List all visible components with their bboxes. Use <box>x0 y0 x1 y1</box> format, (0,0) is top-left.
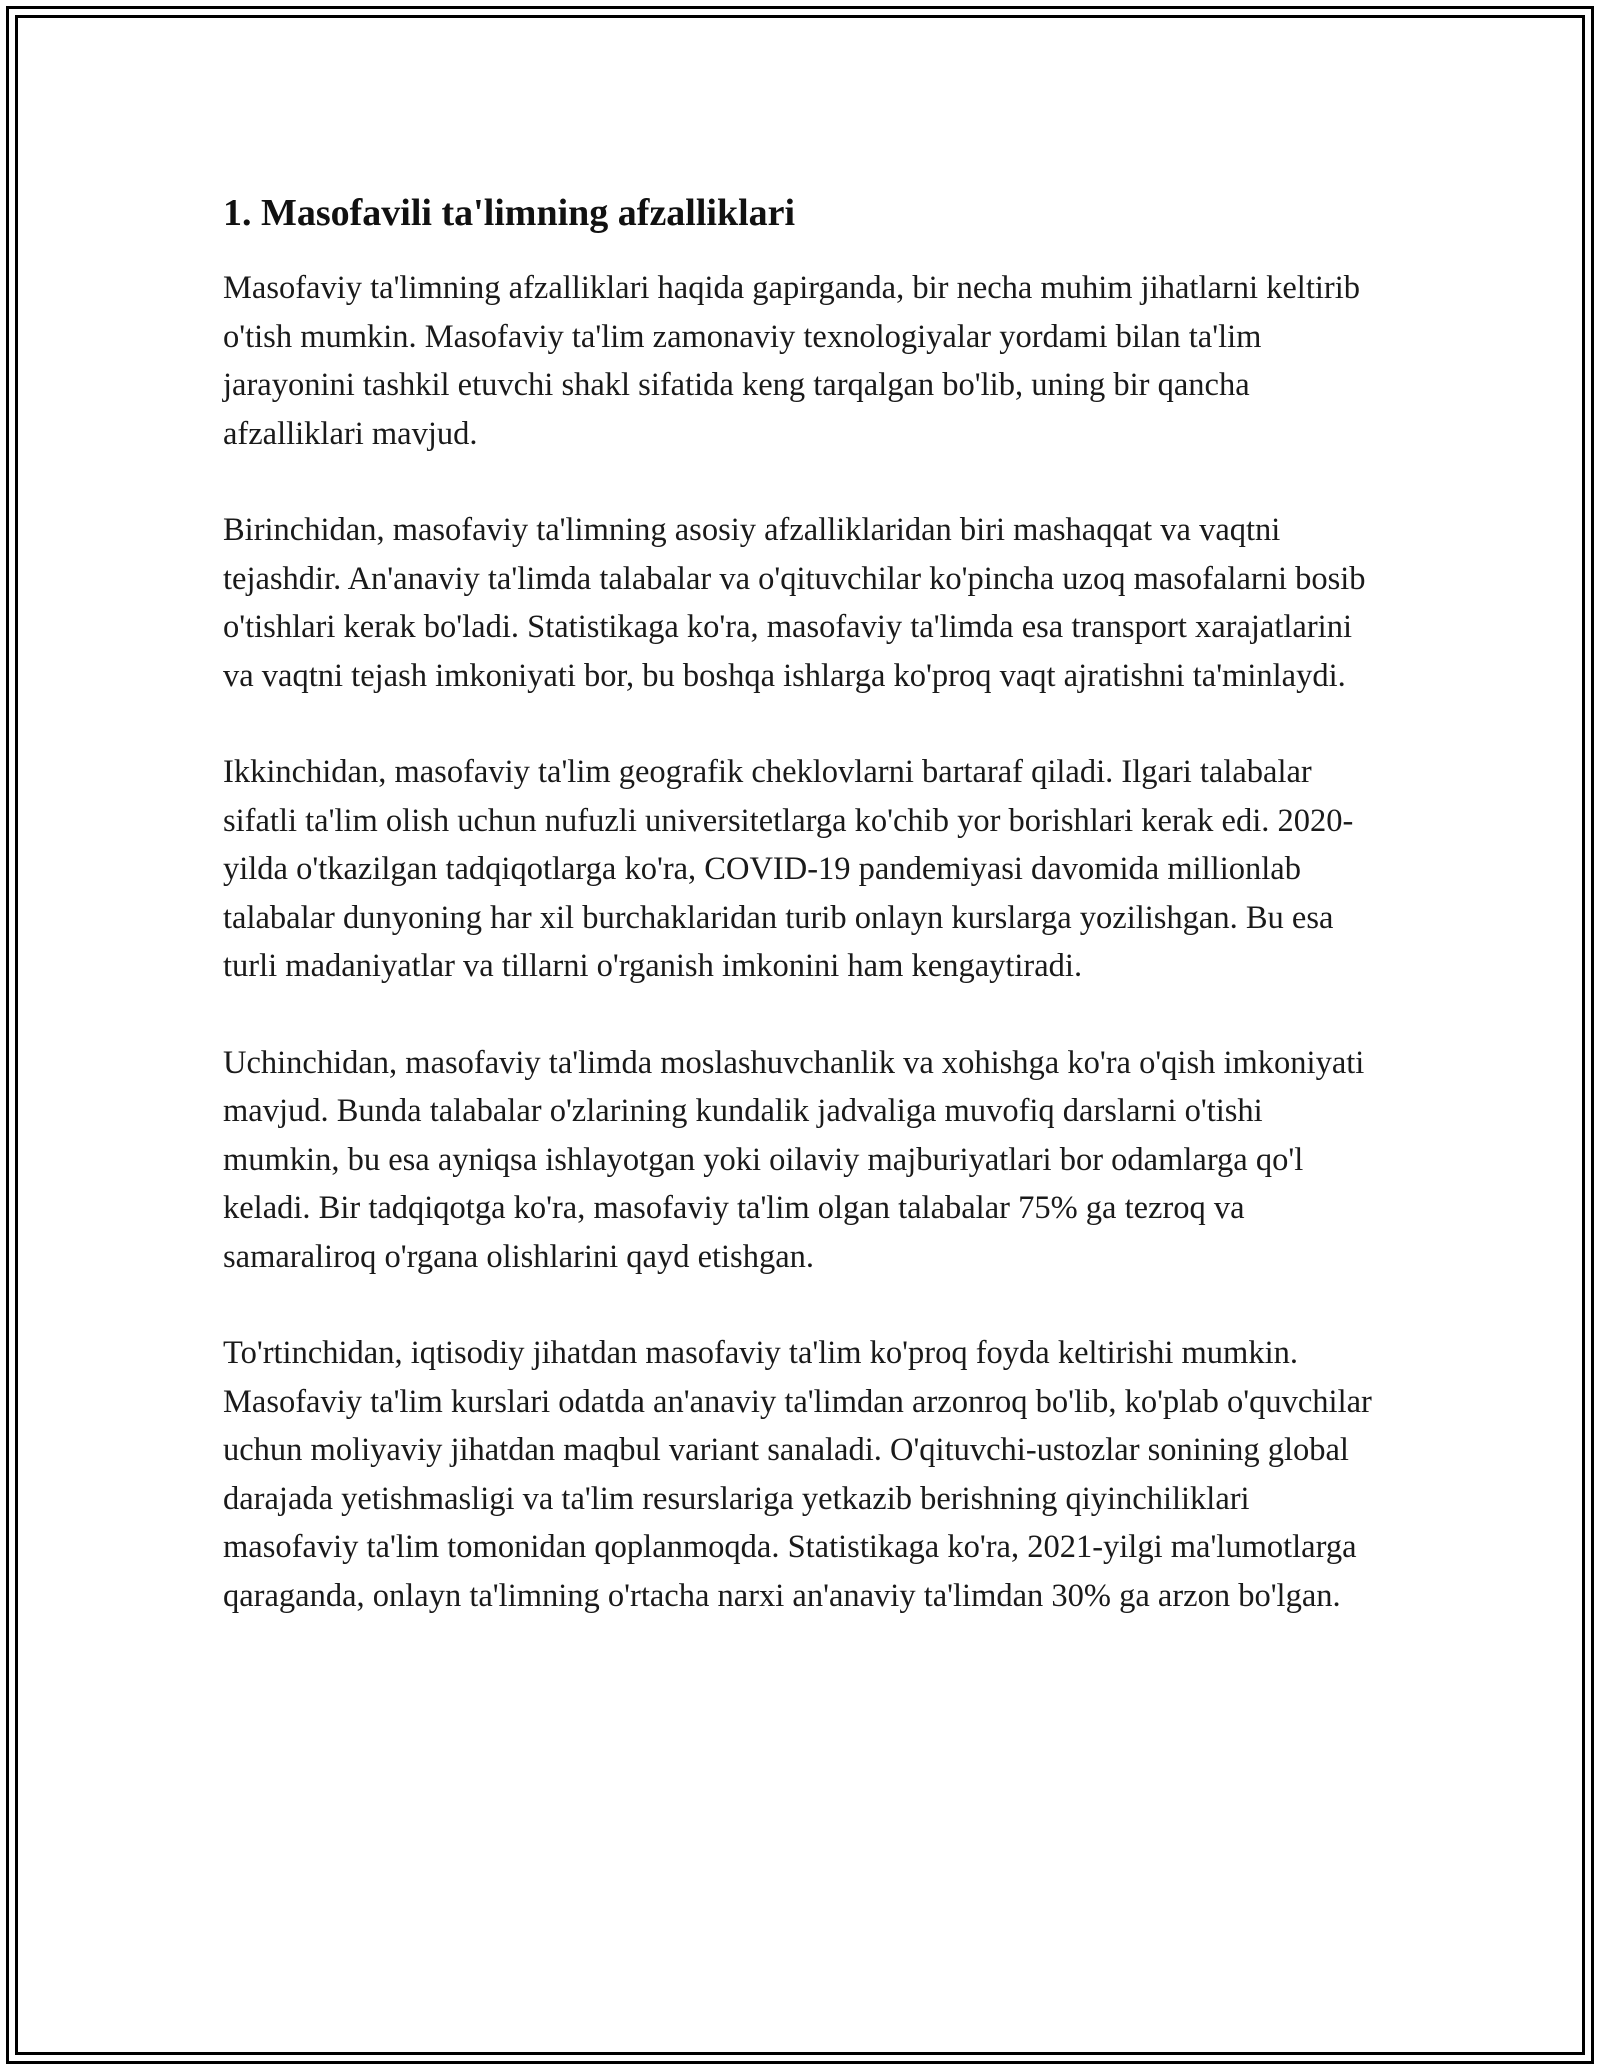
paragraph-fourth-advantage: To'rtinchidan, iqtisodiy jihatdan masofaviy ta'lim ko'proq foyda keltirishi mumkin. Masofaviy ta'lim kurslari odatda an'anaviy ta'limdan arzonroq bo'lib, ko'plab o'quvchilar uchun moliyaviy jihatdan maqbul variant sanaladi. O'qituvchi-ustozlar sonining global darajada yetishmasligi va ta'lim resurslariga yetkazib berishning qiyinchiliklari masofaviy ta'lim tomonidan qoplanmoqda. Statistikaga ko'ra, 2021-yilgi ma'lumotlarga qaraganda, onlayn ta'limning o'rtacha narxi an'anaviy ta'limdan 30% ga arzon bo'lgan. <box>223 1335 1372 1614</box>
document-body <box>223 188 1383 1668</box>
paragraph-first-advantage: Birinchidan, masofaviy ta'limning asosiy afzalliklaridan biri mashaqqat va vaqtni tejashdir. An'anaviy ta'limda talabalar va o'qituvchilar ko'pincha uzoq masofalarni bosib o'tishlari kerak bo'ladi. Statistikaga ko'ra, masofaviy ta'limda esa transport xarajatlarini va vaqtni tejash imkoniyati bor, bu boshqa ishlarga ko'proq vaqt ajratishni ta'minlaydi. <box>223 512 1366 694</box>
paragraph-second-advantage: Ikkinchidan, masofaviy ta'lim geografik cheklovlarni bartaraf qiladi. Ilgari talabalar sifatli ta'lim olish uchun nufuzli universitetlarga ko'chib yor borishlari kerak edi. 2020-yilda o'tkazilgan tadqiqotlarga ko'ra, COVID-19 pandemiyasi davomida millionlab talabalar dunyoning har xil burchaklaridan turib onlayn kurslarga yozilishgan. Bu esa turli madaniyatlar va tillarni o'rganish imkonini ham kengaytiradi. <box>223 754 1354 984</box>
section-heading: 1. Masofavili ta'limning afzalliklari <box>223 192 796 234</box>
paragraph-intro: Masofaviy ta'limning afzalliklari haqida gapirganda, bir necha muhim jihatlarni keltirib o'tish mumkin. Masofaviy ta'lim zamonaviy texnologiyalar yordami bilan ta'lim jarayonini tashkil etuvchi shakl sifatida keng tarqalgan bo'lib, uning bir qancha afzalliklari mavjud. <box>223 270 1360 452</box>
paragraph-third-advantage: Uchinchidan, masofaviy ta'limda moslashuvchanlik va xohishga ko'ra o'qish imkoniyati mavjud. Bunda talabalar o'zlarining kundalik jadvaliga muvofiq darslarni o'tishi mumkin, bu esa ayniqsa ishlayotgan yoki oilaviy majburiyatlari bor odamlarga qo'l keladi. Bir tadqiqotga ko'ra, masofaviy ta'lim olgan talabalar 75% ga tezroq va samaraliroq o'rgana olishlarini qayd etishgan. <box>223 1044 1365 1275</box>
